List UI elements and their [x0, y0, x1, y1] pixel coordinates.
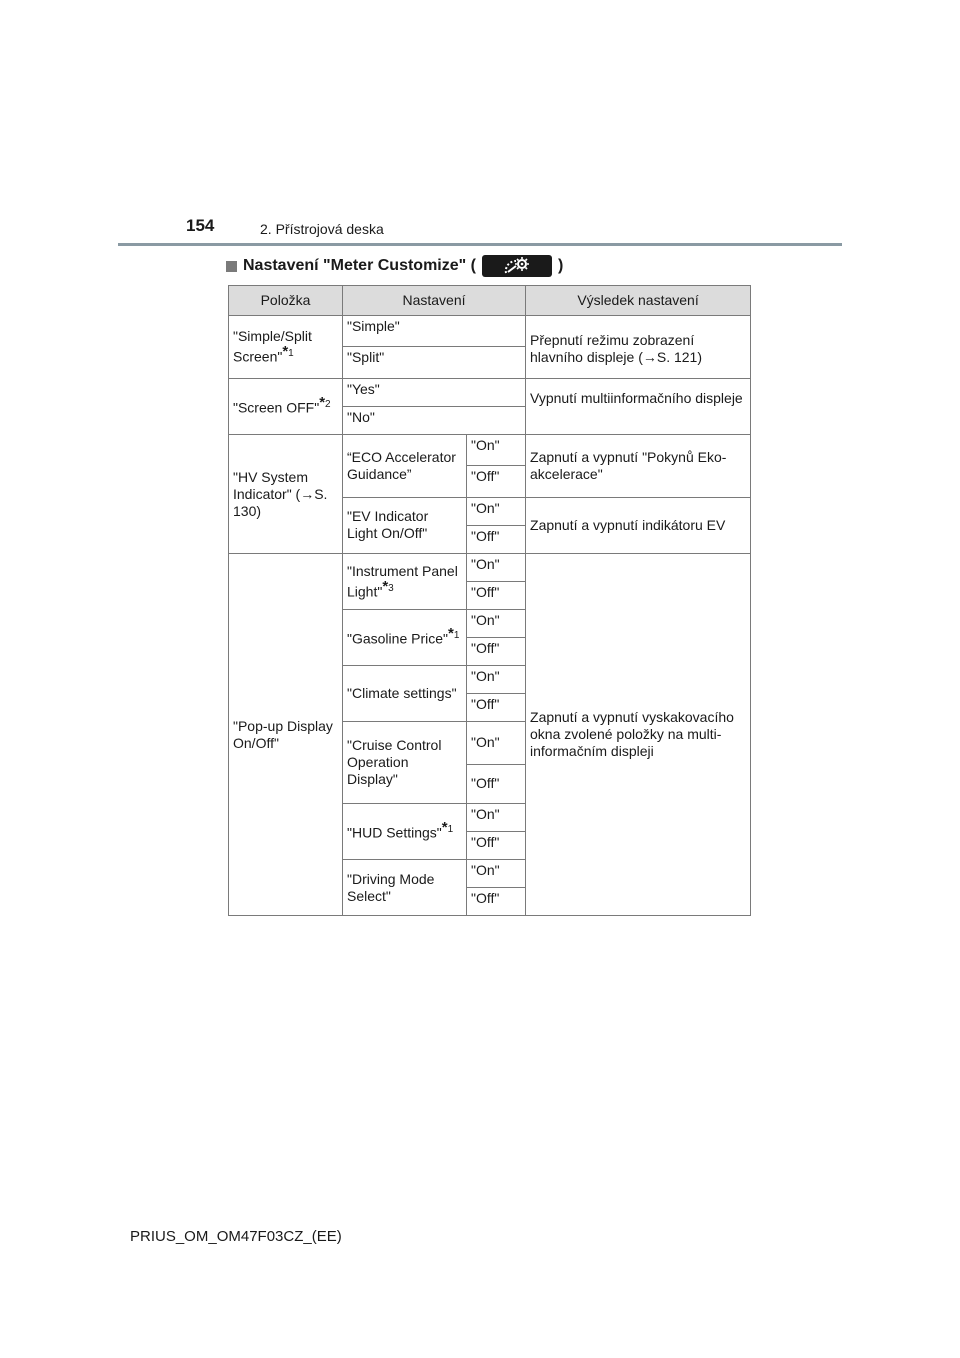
option-cell: "Off" — [467, 832, 526, 860]
option-cell: "Off" — [467, 888, 526, 916]
chapter-title: 2. Přístrojová deska — [260, 221, 384, 237]
subitem-cell: "Cruise Control Operation Display" — [343, 722, 467, 804]
square-bullet-icon — [226, 261, 237, 272]
option-cell: "Yes" — [343, 379, 526, 407]
option-cell: "No" — [343, 407, 526, 435]
option-cell: "On" — [467, 435, 526, 466]
option-cell: "Simple" — [343, 316, 526, 347]
item-cell: "Pop-up Display On/Off" — [229, 554, 343, 916]
option-cell: "On" — [467, 610, 526, 638]
option-cell: "On" — [467, 860, 526, 888]
column-header-item: Položka — [229, 286, 343, 316]
subitem-cell: "HUD Settings"*$^1$ — [343, 804, 467, 860]
option-cell: "Off" — [467, 765, 526, 804]
option-cell: "Off" — [467, 638, 526, 666]
result-cell: Přepnutí režimu zobrazení hlavního displeje (→S. 121) — [526, 316, 751, 379]
option-cell: "Split" — [343, 347, 526, 379]
table-row — [229, 316, 751, 347]
option-cell: "On" — [467, 804, 526, 832]
document-code: PRIUS_OM_OM47F03CZ_(EE) — [130, 1228, 342, 1245]
result-cell: Vypnutí multiinformačního displeje — [526, 379, 751, 435]
subitem-cell: "Gasoline Price"*$^1$ — [343, 610, 467, 666]
option-cell: "On" — [467, 666, 526, 694]
subitem-cell: "Instrument Panel Light"*$^3$ — [343, 554, 467, 610]
meter-customize-icon — [482, 255, 552, 277]
result-cell: Zapnutí a vypnutí "Pokynů Eko-akcelerace" — [526, 435, 751, 498]
option-cell: "On" — [467, 722, 526, 765]
option-cell: "Off" — [467, 694, 526, 722]
option-cell: "On" — [467, 498, 526, 526]
table-row — [229, 554, 751, 582]
header-rule — [118, 243, 842, 246]
subitem-cell: "Climate settings" — [343, 666, 467, 722]
table-header-row — [229, 286, 751, 316]
result-cell: Zapnutí a vypnutí indikátoru EV — [526, 498, 751, 554]
column-header-setting: Nastavení — [343, 286, 526, 316]
result-cell: Zapnutí a vypnutí vyskakovacího okna zvolené položky na multi-informačním displeji — [526, 554, 751, 916]
option-cell: "On" — [467, 554, 526, 582]
section-title-end: ) — [558, 257, 564, 274]
subitem-cell: "Driving Mode Select" — [343, 860, 467, 916]
option-cell: "Off" — [467, 582, 526, 610]
column-header-result: Výsledek nastavení — [526, 286, 751, 316]
page-number: 154 — [186, 216, 215, 235]
option-cell: "Off" — [467, 526, 526, 554]
subitem-cell: “ECO Accelerator Guidance” — [343, 435, 467, 498]
option-cell: "Off" — [467, 466, 526, 498]
table-row — [229, 379, 751, 407]
section-title-start: Nastavení "Meter Customize" ( — [243, 257, 477, 274]
settings-table — [228, 285, 751, 916]
item-cell: "Screen OFF"*$^2$ — [229, 379, 343, 435]
item-cell: "Simple/Split Screen"*$^1$ — [229, 316, 343, 379]
item-cell: "HV System Indicator" (→S. 130) — [229, 435, 343, 554]
table-row — [229, 435, 751, 466]
section-heading — [226, 255, 563, 277]
subitem-cell: "EV Indicator Light On/Off" — [343, 498, 467, 554]
